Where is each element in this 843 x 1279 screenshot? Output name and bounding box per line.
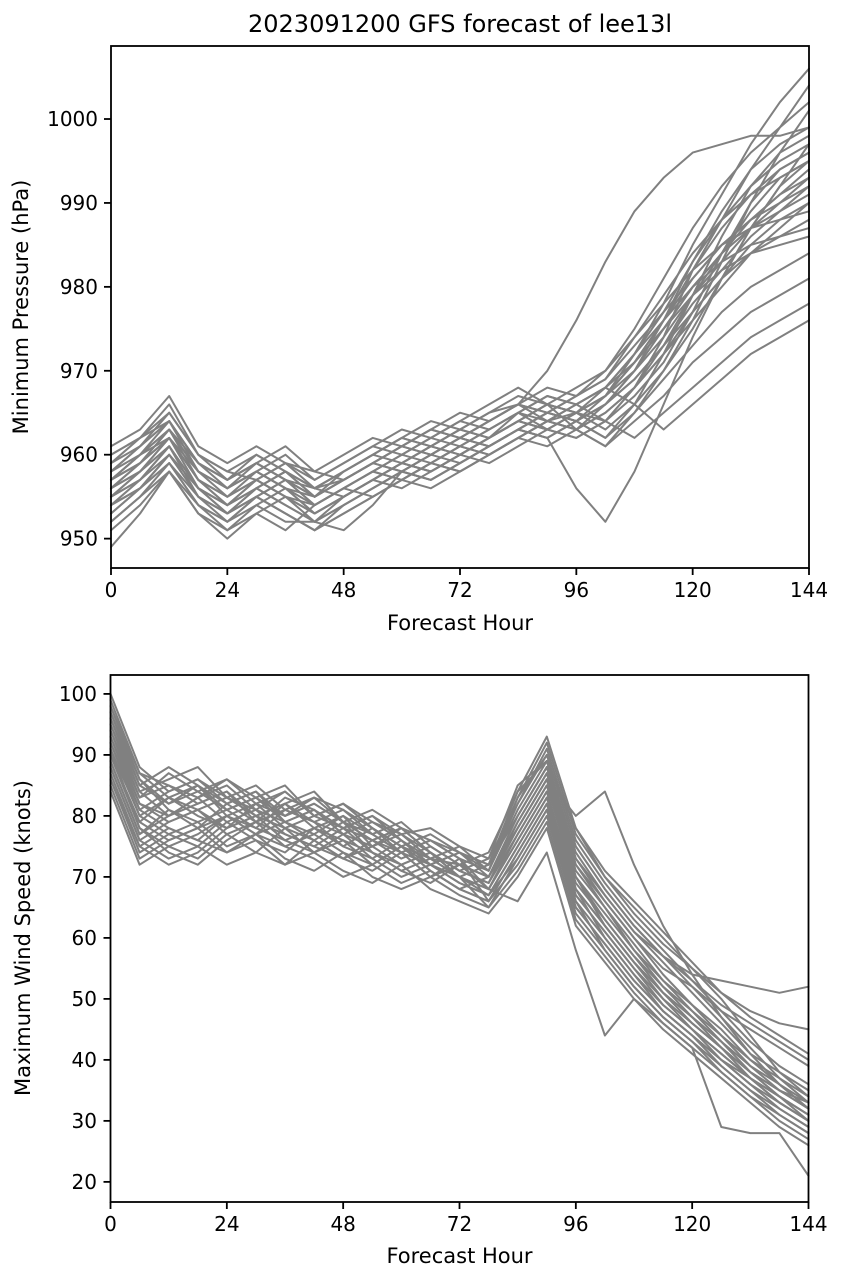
- ensemble-member-line: [111, 169, 809, 513]
- x-tick-label: 96: [563, 1212, 589, 1236]
- y-tick-label: 1000: [47, 107, 98, 132]
- pressure-yaxis-label: Minimum Pressure (hPa): [9, 179, 33, 435]
- y-tick-label: 70: [71, 864, 97, 889]
- ensemble-member-line: [111, 761, 809, 1139]
- ensemble-member-line: [111, 712, 809, 1060]
- ensemble-member-line: [111, 161, 809, 480]
- x-tick-label: 24: [214, 1212, 240, 1236]
- y-tick-label: 60: [71, 925, 97, 950]
- y-tick-label: 20: [71, 1169, 97, 1194]
- ensemble-member-line: [111, 731, 809, 993]
- x-tick-label: 120: [673, 578, 712, 602]
- y-tick-label: 950: [59, 526, 98, 551]
- ensemble-member-line: [111, 755, 809, 1127]
- ensemble-member-line: [111, 228, 809, 488]
- ensemble-member-line: [111, 755, 809, 1176]
- y-tick-label: 980: [59, 274, 98, 299]
- x-tick-label: 0: [104, 578, 118, 602]
- pressure-series-group: [111, 69, 809, 547]
- wind-ticks: [59, 682, 828, 1236]
- y-tick-label: 960: [59, 442, 98, 467]
- y-tick-label: 90: [71, 742, 97, 767]
- wind-xaxis-label: Forecast Hour: [386, 1244, 533, 1268]
- ensemble-member-line: [111, 718, 809, 1054]
- wind-panel: [11, 675, 828, 1268]
- x-tick-label: 96: [563, 578, 590, 602]
- figure-title: 2023091200 GFS forecast of lee13l: [247, 10, 673, 38]
- x-tick-label: 48: [330, 1212, 356, 1236]
- x-tick-label: 0: [104, 1212, 117, 1236]
- y-tick-label: 80: [71, 803, 97, 828]
- wind-yaxis-label: Maximum Wind Speed (knots): [11, 780, 35, 1096]
- y-tick-label: 970: [59, 358, 98, 383]
- x-tick-label: 144: [789, 578, 829, 602]
- ensemble-member-line: [111, 779, 809, 1121]
- y-tick-label: 100: [58, 681, 97, 706]
- ensemble-member-line: [111, 320, 809, 513]
- x-tick-label: 48: [330, 578, 357, 602]
- ensemble-member-line: [111, 755, 809, 1121]
- ensemble-member-line: [111, 779, 809, 1108]
- y-tick-label: 990: [59, 190, 98, 215]
- y-tick-label: 30: [71, 1108, 97, 1133]
- ensemble-member-line: [111, 785, 809, 1145]
- pressure-xaxis-label: Forecast Hour: [386, 611, 534, 635]
- x-tick-label: 144: [789, 1212, 828, 1236]
- x-tick-label: 24: [214, 578, 241, 602]
- x-tick-label: 72: [446, 1212, 473, 1236]
- ensemble-member-line: [111, 694, 809, 1091]
- y-tick-label: 40: [71, 1047, 97, 1072]
- wind-series-group: [111, 694, 809, 1176]
- ensemble-member-line: [111, 153, 809, 506]
- ensemble-member-line: [111, 279, 809, 539]
- pressure-panel: [9, 46, 828, 635]
- pressure-ticks: [47, 107, 828, 602]
- x-tick-label: 120: [673, 1212, 712, 1236]
- ensemble-member-line: [111, 161, 809, 522]
- y-tick-label: 50: [71, 986, 97, 1011]
- x-tick-label: 72: [447, 578, 473, 602]
- wind-plot-border: [111, 675, 809, 1202]
